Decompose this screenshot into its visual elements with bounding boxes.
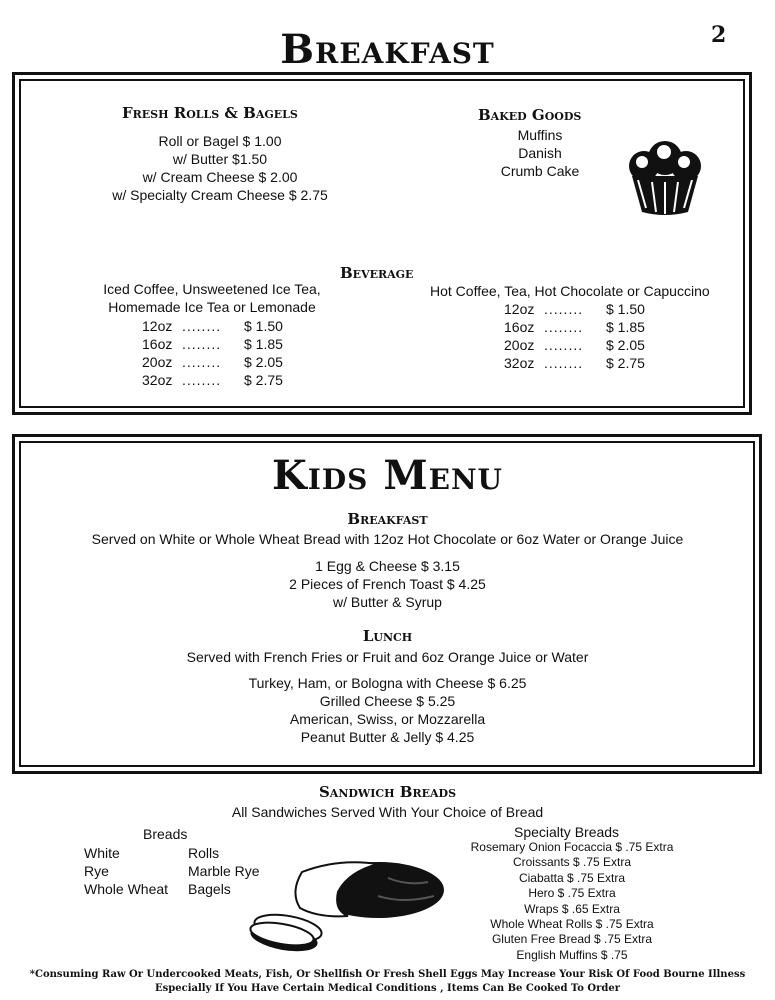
- sandwich-breads-subtitle: All Sandwiches Served With Your Choice of Bread: [231, 804, 544, 820]
- dots: ........: [182, 372, 222, 388]
- bread-item: Marble Rye: [188, 863, 260, 879]
- breakfast-title: Breakfast: [280, 26, 495, 73]
- price-row: [142, 353, 283, 371]
- breads-heading: Breads: [143, 826, 188, 842]
- food-safety-disclaimer: [0, 968, 775, 996]
- menu-item: Crumb Cake: [500, 163, 580, 179]
- size: 32oz: [142, 372, 173, 388]
- cold-beverage-prices: [142, 317, 283, 389]
- price-row: [142, 335, 283, 353]
- specialty-item: Gluten Free Bread $ .75 Extra: [491, 932, 653, 947]
- menu-item: Muffins: [517, 127, 563, 143]
- menu-item: w/ Butter $1.50: [172, 151, 268, 167]
- specialty-item: Wraps $ .65 Extra: [524, 901, 620, 916]
- baked-goods-list: [490, 126, 590, 180]
- size: 20oz: [504, 337, 535, 353]
- baked-goods-heading: Baked Goods: [478, 106, 582, 124]
- price: $ 1.50: [244, 318, 283, 334]
- menu-item: Turkey, Ham, or Bologna with Cheese $ 6.25: [248, 675, 527, 691]
- specialty-breads-heading: Specialty Breads: [514, 824, 620, 840]
- menu-item: w/ Specialty Cream Cheese $ 2.75: [112, 187, 328, 203]
- breads-column-1: [84, 844, 168, 898]
- dots: ........: [182, 336, 222, 352]
- price-row: [142, 371, 283, 389]
- menu-item: Peanut Butter & Jelly $ 4.25: [300, 729, 475, 745]
- price-row: [142, 317, 283, 335]
- specialty-breads-list: [468, 840, 676, 963]
- price-row: [504, 318, 645, 336]
- specialty-item: Rosemary Onion Focaccia $ .75 Extra: [470, 840, 674, 854]
- price: $ 1.50: [606, 301, 645, 317]
- kids-breakfast-list: [0, 557, 775, 611]
- kids-breakfast-subtitle: Served on White or Whole Wheat Bread with 12oz Hot Chocolate or 6oz Water or Orange Juice: [91, 531, 684, 547]
- menu-item: 2 Pieces of French Toast $ 4.25: [289, 576, 486, 592]
- menu-item: Danish: [518, 145, 562, 161]
- menu-item: Roll or Bagel $ 1.00: [158, 133, 282, 149]
- dots: ........: [544, 337, 584, 353]
- dots: ........: [544, 319, 584, 335]
- price: $ 1.85: [244, 336, 283, 352]
- size: 16oz: [142, 336, 173, 352]
- sandwich-breads-heading: Sandwich Breads: [318, 783, 457, 801]
- bread-item: Bagels: [188, 881, 231, 897]
- price: $ 1.85: [606, 319, 645, 335]
- size: 12oz: [142, 318, 173, 334]
- bread-item: Rye: [84, 863, 109, 879]
- beverage-heading: Beverage: [340, 264, 414, 282]
- menu-item: 1 Egg & Cheese $ 3.15: [315, 558, 460, 574]
- price-row: [504, 354, 645, 372]
- specialty-item: English Muffins $ .75: [516, 947, 628, 962]
- rolls-list: [100, 132, 340, 204]
- bread-item: Rolls: [188, 845, 220, 861]
- menu-item: American, Swiss, or Mozzarella: [289, 711, 486, 727]
- size: 32oz: [504, 355, 535, 371]
- menu-item: w/ Butter & Syrup: [333, 594, 442, 610]
- bread-item: White: [84, 845, 120, 861]
- price: $ 2.05: [606, 337, 645, 353]
- menu-item: Grilled Cheese $ 5.25: [319, 693, 456, 709]
- specialty-item: Croissants $ .75 Extra: [512, 855, 632, 870]
- price: $ 2.75: [244, 372, 283, 388]
- hot-beverage-desc: Hot Coffee, Tea, Hot Chocolate or Capuccino: [430, 283, 710, 299]
- specialty-item: Hero $ .75 Extra: [528, 886, 616, 901]
- dots: ........: [182, 354, 222, 370]
- bread-item: Whole Wheat: [84, 881, 169, 897]
- size: 12oz: [504, 301, 535, 317]
- cold-beverage-desc: [92, 280, 332, 316]
- beverage-line: Homemade Ice Tea or Lemonade: [108, 299, 316, 315]
- bread-loaf-icon: [238, 852, 448, 956]
- dots: ........: [544, 355, 584, 371]
- dots: ........: [544, 301, 584, 317]
- specialty-item: Ciabatta $ .75 Extra: [518, 870, 626, 885]
- rolls-heading: Fresh Rolls & Bagels: [122, 104, 298, 122]
- kids-menu-title: Kids Menu: [272, 452, 503, 499]
- price-row: [504, 300, 645, 318]
- menu-item: w/ Cream Cheese $ 2.00: [142, 169, 298, 185]
- specialty-item: Whole Wheat Rolls $ .75 Extra: [490, 917, 654, 932]
- price: $ 2.75: [606, 355, 645, 371]
- size: 20oz: [142, 354, 173, 370]
- dots: ........: [182, 318, 222, 334]
- price: $ 2.05: [244, 354, 283, 370]
- kids-lunch-heading: Lunch: [362, 627, 413, 645]
- price-row: [504, 336, 645, 354]
- kids-breakfast-heading: Breakfast: [347, 510, 428, 528]
- page-number: 2: [711, 22, 727, 48]
- kids-lunch-subtitle: Served with French Fries or Fruit and 6oz Orange Juice or Water: [186, 649, 589, 665]
- muffin-icon: [622, 136, 708, 218]
- size: 16oz: [504, 319, 535, 335]
- disclaimer-line: *Consuming Raw Or Undercooked Meats, Fish, Or Shellfish Or Fresh Shell Eggs May Increase Your Risk Of Food Bourne Illness: [29, 969, 746, 980]
- hot-beverage-prices: [504, 300, 645, 372]
- beverage-line: Iced Coffee, Unsweetened Ice Tea,: [103, 281, 321, 297]
- kids-lunch-list: [0, 674, 775, 746]
- disclaimer-line: Especially If You Have Certain Medical Conditions , Items Can Be Cooked To Order: [155, 983, 620, 994]
